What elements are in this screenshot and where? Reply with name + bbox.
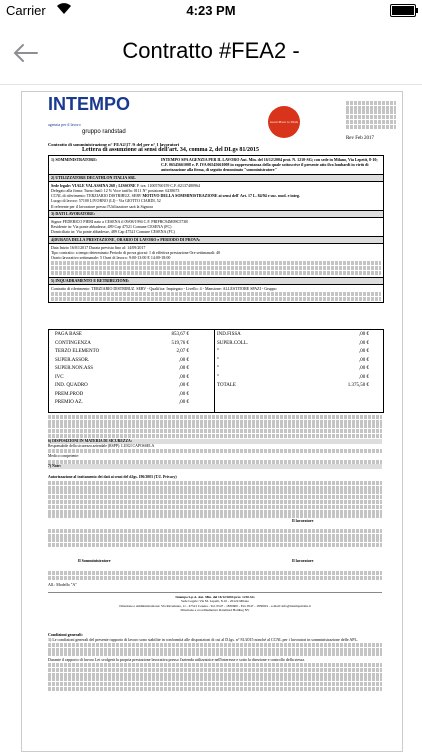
back-arrow-icon[interactable]: [10, 38, 40, 68]
logo-subtitle: agenzia per il lavoro: [48, 122, 81, 127]
pay-value: 853,67 €: [171, 332, 189, 337]
document-title: Lettera di assunzione ai sensi dell'art. 34, comma 2, del DLgs 81/2015: [82, 147, 259, 153]
general-conditions: Condizioni generali: 1) Le condizioni generali del presente rapporto di lavoro sono stabilite in conformità alle disposizioni di cui al D.lgs. n° 81/2015 nonché al CCNL per i lavoratori in somministrazione delle APL. Durante il rapporto di lavoro Lei svolgerà la propria prestazione lavorativa presso l'azienda utilizzatrice nell'interesse e sotto la direzione e controllo della stessa.: [48, 632, 382, 692]
premio-value: ,00 €: [179, 400, 189, 405]
section-sicurezza: 6) DISPOSIZIONI IN MATERIA DI SICUREZZA:: [48, 439, 382, 444]
privacy-title: Autorizzazione al trattamento dei dati ai sensi del d.lgs. 196/2003 (T.U. Privacy): [48, 475, 177, 480]
signature-somministratore: Il Somministratore: [78, 558, 111, 563]
pay-label: °: [217, 366, 219, 371]
pay-value: ,00 €: [359, 366, 369, 371]
pay-table: [48, 329, 384, 413]
section-note: 7) Note:: [48, 464, 382, 469]
pay-label: IVC: [55, 374, 64, 380]
pay-value: ,00 €: [359, 340, 369, 346]
signature-lavoratore: Il lavoratore: [292, 518, 314, 523]
pay-value: 519,76 €: [171, 340, 189, 346]
pay-value: ,00 €: [359, 332, 369, 337]
intempo-logo: INTEMPO: [48, 94, 131, 114]
pay-label: PAGA BASE: [55, 332, 82, 337]
pay-value: ,00 €: [179, 383, 189, 388]
status-time: 4:23 PM: [186, 3, 236, 18]
status-bar: [0, 0, 422, 20]
pay-label: °: [217, 374, 219, 380]
great-place-to-work-seal: Great Place to Work: [268, 106, 300, 138]
navigation-bar: [0, 20, 422, 85]
carrier-label: Carrier: [6, 3, 46, 18]
pay-label: TERZO ELEMENTO: [55, 349, 100, 354]
pay-label: CONTINGENZA: [55, 340, 91, 346]
section-somministratore: 1) SOMMINISTRATORE: INTEMPO SPA AGENZIA PER IL LAVORO Aut. Min. del 16/12/2004 prot. N. 1210-SG; con sede in Milano, Via Lepetit, 8-10; C.F. 06545661008 e. P. IVA 06545661008 in rappresentanza della quale sottoscrive il presente atto ilva lombardi in virtù di autorizzazione alla firma, di seguito denominato "somministratore": [49, 156, 383, 175]
pay-label: IND.FISSA: [217, 332, 241, 337]
gruppo-randstad: gruppo randstad: [82, 129, 126, 135]
premio-label: PREMIO AZ.: [55, 400, 83, 405]
section-inquadramento: 5) INQUADRAMENTO E RETRIBUZIONE:: [49, 278, 383, 285]
corner-text: [346, 100, 396, 130]
contract-document[interactable]: [21, 91, 403, 752]
pay-value: 1.375,50 €: [347, 383, 369, 388]
page-title: Contratto #FEA2 -: [122, 38, 300, 63]
pay-label: SUPER.ASSOR.: [55, 357, 90, 363]
pay-label: °: [217, 357, 219, 363]
section-durata: 4)DURATA DELLA PRESTAZIONE, ORARIO DI LAVORO e PERIODO DI PROVA:: [49, 237, 383, 244]
contract-line: Contratto di somministrazione n° FEA2/17 /S del per n° 1 lavoratori: [48, 142, 180, 147]
pay-value: ,00 €: [359, 357, 369, 363]
pay-value: ,00 €: [359, 349, 369, 354]
pay-value: ,00 €: [359, 374, 369, 380]
section-lavoratore: 3) DATI LAVORATORE:: [49, 211, 383, 218]
attachment-label: All.: Modello "A": [48, 582, 77, 587]
revision-label: Rev Feb 2017: [345, 136, 374, 141]
pay-label: SUPER.COLL.: [217, 340, 249, 346]
pay-value: ,00 €: [179, 391, 189, 397]
pay-label: °: [217, 349, 219, 354]
section-sicurezza-block: 6) DISPOSIZIONI IN MATERIA DI SICUREZZA: Responsabile della sicurezza aziendale (RSPP): LUIGI CAPOSSELA Medico competente: 7) Note: Autorizzazione al trattamento dei dati ai sensi del d.lgs. 196/2003 (T.U. Privacy): [48, 414, 382, 519]
signature-lavoratore-2: Il lavoratore: [292, 558, 314, 563]
pay-value: ,00 €: [179, 374, 189, 380]
section-utilizzatore: 2) UTILIZZATORE DECATHLON ITALIA SRL: [49, 175, 383, 182]
pay-label: PREM.PROD: [55, 391, 84, 397]
pay-value: ,00 €: [179, 357, 189, 363]
document-footer: Intempo S.p.A. Aut. Min. del 16/12/2004 prot. 1210-SG Sede Legale: Via M. Lepetit, 8-10 - 20124 Milano Direzione e Amministrazione: Via Ravennate, 11 - 47521 Cesena - Tel. 0547 - 1830600 - Fax 0547 - 1830601 - e-mail: info@intempoitalia.it Direzione e coordinamento: Randstad Holding NV: [48, 592, 382, 613]
contract-table: 1) SOMMINISTRATORE: INTEMPO SPA AGENZIA PER IL LAVORO Aut. Min. del 16/12/2004 prot. N. 1210-SG; con sede in Milano, Via Lepetit, 8-10; C.F. 06545661008 e. P. IVA 06545661008 in rappresentanza della quale sottoscrive il presente atto ilva lombardi in virtù di autorizzazione alla firma, di seguito denominato "somministratore" 2) UTILIZZATORE DECATHLON ITALIA SRL Sede legale: VIALE VALASSINA 268 ; LISSONE P. iva: 11005760159 C.F.:02137480964 Delegato alla firma: Turno lnail: 12 % Voce tariffa: 0111 N° posizione: 6238673 CCNL di riferimento: TERZIARIO DISTRIBUZ. SERV MOTIVO DELLA SOMMINISTRAZIONE ai sensi dell' Art. 17 L. 84/94 e suc. mod. e integ. Luogo di lavoro: 57100 LIVORNO (LI) - Via GIOTTO CIARDI, 52 Il referente per il lavoratore presso l'Utilizzatore sarà la Signora 3) DATI LAVORATORE: Signor FEDERICO PIERI nato a CESENA il 09/08/1994 C.F. PRIFRC94M09C573R Residente in: Via ponte abbadesse, 489 Cap 47521 Comune CESENA (FC) Domiciliato in: Via ponte abbadesse, 489 Cap 47521 Comune CESENA (FC) 4)DURATA DELLA PRESTAZIONE, ORARIO DI LAVORO e PERIODO DI PROVA: Data Inizio 16/01/2017 Durata prevista fino al: 14/09/2017 Tipo contratto: a tempo determinato Periodo di prova giorni: 1 di effettiva prestazione Ore settimanali: 40 Orario lavorativo settimanale: 5 Orari di lavoro: 9:00-13:00 E 14:00-18:00 5) INQUADRAMENTO E RETRIBUZIONE: Contratto di riferimento: TERZIARIO DISTRIBUZ. SERV - Qualifica: Impiegato - Livello: 4 - Mansione: ALLESTITORE SPAZI - Gruppo: [48, 155, 384, 303]
battery-icon: [390, 4, 416, 17]
pay-label: IND. QUADRO: [55, 383, 88, 388]
pay-value: ,00 €: [179, 366, 189, 371]
pay-label: SUPER.NON.ASS: [55, 366, 94, 371]
pay-label: TOTALE: [217, 383, 236, 388]
pay-value: 2,07 €: [176, 349, 189, 354]
